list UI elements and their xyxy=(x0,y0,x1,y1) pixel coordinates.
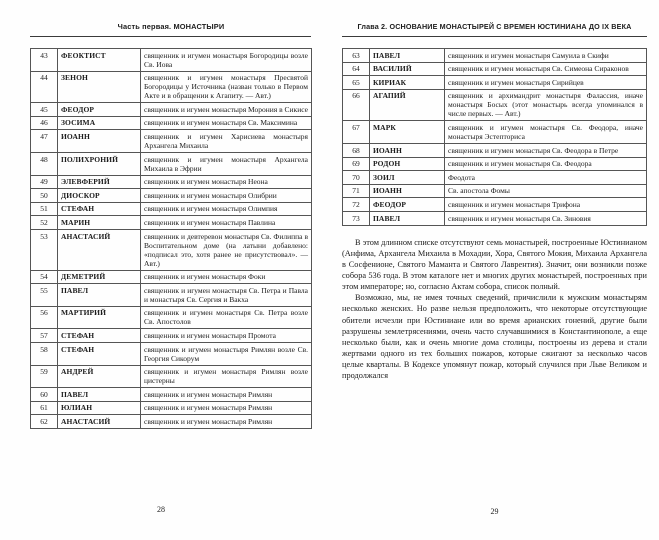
row-description: священник и игумен монастыря Римлян xyxy=(141,415,312,429)
row-description: священник и игумен монастыря Богородицы возле Св. Иова xyxy=(141,49,312,72)
catalog-table-right xyxy=(342,48,647,226)
table-row xyxy=(343,143,647,157)
row-description: священник и игумен монастыря Римлян xyxy=(141,401,312,415)
row-name: ПАВЕЛ xyxy=(58,388,141,402)
row-description: священник и игумен монастыря Пресвятой Богородицы у Источника (назван только в Первом Акте и в обращении к Агапиту. — Авт.) xyxy=(141,71,312,103)
row-name: СТЕФАН xyxy=(58,202,141,216)
paragraph-1: В этом длинном списке отсутствуют семь монастырей, построенные Юстинианом (Анфима, Архангела Михаила в Мохадии, Хора, Святого Мокия, Михаила Архангела в Сосфенионе, Святого Маманта и Святого Лаврентия). Значит, они возникли позже собора 536 года. В этом каталоге нет и многих других монастырей, построенных при этом императоре; но, согласно Актам собора, список полный. xyxy=(342,237,647,292)
table-row xyxy=(343,184,647,198)
row-name: ФЕОДОР xyxy=(58,103,141,117)
table-row xyxy=(31,270,312,284)
row-name: АНАСТАСИЙ xyxy=(58,229,141,270)
row-number: 50 xyxy=(31,189,58,203)
row-description: священник и игумен монастыря Архангела Михаила в Эфрии xyxy=(141,152,312,175)
row-description: священник и игумен монастыря Неона xyxy=(141,175,312,189)
table-row xyxy=(343,121,647,144)
row-description: священник и игумен монастыря Промота xyxy=(141,329,312,343)
row-number: 68 xyxy=(343,143,370,157)
table-row xyxy=(31,365,312,388)
row-description: священник и архимандрит монастыря Фалассия, иначе монастыря Босых (этот монастырь всегда упоминался в числе первых. — Авт.) xyxy=(445,89,647,121)
row-name: МАРИН xyxy=(58,216,141,230)
row-description: священник и игумен монастыря Св. Зиновия xyxy=(445,211,647,225)
running-head-left: Часть первая. МОНАСТЫРИ xyxy=(117,22,225,31)
row-number: 57 xyxy=(31,329,58,343)
row-name: ПАВЕЛ xyxy=(370,49,445,63)
table-row xyxy=(343,157,647,171)
table-row xyxy=(31,189,312,203)
row-description: Св. апостола Фомы xyxy=(445,184,647,198)
row-name: ЗОИЛ xyxy=(370,171,445,185)
table-row xyxy=(31,216,312,230)
row-description: священник и игумен монастыря Римлян возле цистерны xyxy=(141,365,312,388)
row-number: 43 xyxy=(31,49,58,72)
row-name: АНДРЕЙ xyxy=(58,365,141,388)
table-row xyxy=(31,388,312,402)
row-number: 69 xyxy=(343,157,370,171)
row-name: ФЕОДОР xyxy=(370,198,445,212)
head-rule-right xyxy=(342,36,647,37)
row-description: священник и игумен монастыря Павлина xyxy=(141,216,312,230)
row-number: 47 xyxy=(31,130,58,153)
row-number: 72 xyxy=(343,198,370,212)
row-number: 49 xyxy=(31,175,58,189)
row-name: СТЕФАН xyxy=(58,342,141,365)
row-description: священник и игумен монастыря Св. Петра и Павла и монастыря Св. Сергия и Вакха xyxy=(141,284,312,307)
row-number: 61 xyxy=(31,401,58,415)
table-row xyxy=(31,175,312,189)
table-row xyxy=(31,229,312,270)
table-row xyxy=(31,202,312,216)
row-description: священник и игумен монастыря Св. Максимина xyxy=(141,116,312,130)
row-number: 67 xyxy=(343,121,370,144)
table-row xyxy=(31,130,312,153)
row-name: ЗОСИМА xyxy=(58,116,141,130)
head-rule-left xyxy=(30,36,311,37)
table-row xyxy=(31,415,312,429)
table-row xyxy=(31,103,312,117)
row-description: священник и игумен монастыря Римлян xyxy=(141,388,312,402)
row-number: 44 xyxy=(31,71,58,103)
row-name: АГАПИЙ xyxy=(370,89,445,121)
table-row xyxy=(31,342,312,365)
row-name: ДИОСКОР xyxy=(58,189,141,203)
table-row xyxy=(31,116,312,130)
row-name: ФЕОКТИСТ xyxy=(58,49,141,72)
table-row xyxy=(31,152,312,175)
table-row xyxy=(31,49,312,72)
catalog-body-right xyxy=(343,49,647,226)
row-number: 71 xyxy=(343,184,370,198)
row-name: КИРИАК xyxy=(370,76,445,90)
row-description: священник и игумен монастыря Сирийцев xyxy=(445,76,647,90)
table-row xyxy=(343,62,647,76)
table-row xyxy=(31,71,312,103)
running-head-right: Глава 2. ОСНОВАНИЕ МОНАСТЫРЕЙ С ВРЕМЕН ЮСТИНИАНА ДО IX ВЕКА xyxy=(357,22,632,31)
row-name: ЭЛЕВФЕРИЙ xyxy=(58,175,141,189)
row-description: священник и игумен монастыря Св. Симеона Сираконов xyxy=(445,62,647,76)
row-number: 63 xyxy=(343,49,370,63)
row-description: священник и игумен монастыря Св. Феодора, иначе монастыря Эстепториса xyxy=(445,121,647,144)
row-description: священник и игумен Харисиева монастыря Архангела Михаила xyxy=(141,130,312,153)
row-number: 51 xyxy=(31,202,58,216)
table-row xyxy=(343,211,647,225)
folio-left: 28 xyxy=(157,505,165,514)
row-number: 54 xyxy=(31,270,58,284)
folio-right: 29 xyxy=(490,507,499,516)
table-row xyxy=(343,49,647,63)
row-description: священник и игумен монастыря Трифона xyxy=(445,198,647,212)
row-description: священник и игумен монастыря Фоки xyxy=(141,270,312,284)
row-number: 73 xyxy=(343,211,370,225)
row-description: священник и девтеревон монастыря Св. Филиппа в Воспитательном доме (на латыни добавлено: «подписал это, хотя ранее не присутствовал». — Авт.) xyxy=(141,229,312,270)
row-description: священник и игумен монастыря Олимпия xyxy=(141,202,312,216)
row-number: 62 xyxy=(31,415,58,429)
catalog-body-left xyxy=(31,49,312,429)
row-number: 58 xyxy=(31,342,58,365)
row-number: 46 xyxy=(31,116,58,130)
row-name: ВАСИЛИЙ xyxy=(370,62,445,76)
row-name: МАРК xyxy=(370,121,445,144)
table-row xyxy=(31,329,312,343)
row-name: МАРТИРИЙ xyxy=(58,306,141,329)
row-name: ИОАНН xyxy=(58,130,141,153)
row-name: ЗЕНОН xyxy=(58,71,141,103)
row-name: ИОАНН xyxy=(370,184,445,198)
row-number: 59 xyxy=(31,365,58,388)
row-name: ДЕМЕТРИЙ xyxy=(58,270,141,284)
row-description: священник и игумен монастыря Св. Петра возле Св. Апостолов xyxy=(141,306,312,329)
row-number: 53 xyxy=(31,229,58,270)
row-number: 60 xyxy=(31,388,58,402)
row-description: священник и игумен монастыря Олибрии xyxy=(141,189,312,203)
table-row xyxy=(31,284,312,307)
row-name: ИОАНН xyxy=(370,143,445,157)
table-row xyxy=(31,306,312,329)
row-number: 56 xyxy=(31,306,58,329)
row-name: РОДОН xyxy=(370,157,445,171)
row-number: 52 xyxy=(31,216,58,230)
row-number: 64 xyxy=(343,62,370,76)
table-row xyxy=(343,76,647,90)
row-name: ПАВЕЛ xyxy=(370,211,445,225)
row-number: 70 xyxy=(343,171,370,185)
body-text-right xyxy=(342,237,647,382)
row-name: СТЕФАН xyxy=(58,329,141,343)
row-description: священник и игумен монастыря Св. Феодора xyxy=(445,157,647,171)
row-number: 66 xyxy=(343,89,370,121)
row-name: АНАСТАСИЙ xyxy=(58,415,141,429)
row-description: Феодота xyxy=(445,171,647,185)
table-row xyxy=(343,198,647,212)
table-row xyxy=(343,89,647,121)
row-description: священник и игумен монастыря Морония в Сикисе xyxy=(141,103,312,117)
row-name: ПОЛИХРОНИЙ xyxy=(58,152,141,175)
row-number: 45 xyxy=(31,103,58,117)
row-name: ПАВЕЛ xyxy=(58,284,141,307)
catalog-table-left xyxy=(30,48,312,429)
row-name: ЮЛИАН xyxy=(58,401,141,415)
row-description: священник и игумен монастыря Римлян возле Св. Георгия Сикорум xyxy=(141,342,312,365)
row-number: 55 xyxy=(31,284,58,307)
row-description: священник и игумен монастыря Самуила в Скифи xyxy=(445,49,647,63)
table-row xyxy=(31,401,312,415)
table-row xyxy=(343,171,647,185)
paragraph-2: Возможно, мы, не имея точных сведений, причислили к мужским монастырям несколько женских. Но разве нельзя предположить, что некоторые отсутствующие обители исчезли при Юстиниане или во время арианских гонений, другие были разрушены землетрясениями, очень часто случавшимися в Константинополе, а еще несколько были, как и очень многие дома столицы, построены из дерева и стали жертвами одного из тех больших пожаров, которые сжигают за несколько часов целые кварталы. В Кодексе упомянут пожар, который случился при Льве Великом и продолжался xyxy=(342,293,647,381)
page-right xyxy=(330,0,659,540)
row-number: 48 xyxy=(31,152,58,175)
row-description: священник и игумен монастыря Св. Феодора в Петре xyxy=(445,143,647,157)
row-number: 65 xyxy=(343,76,370,90)
